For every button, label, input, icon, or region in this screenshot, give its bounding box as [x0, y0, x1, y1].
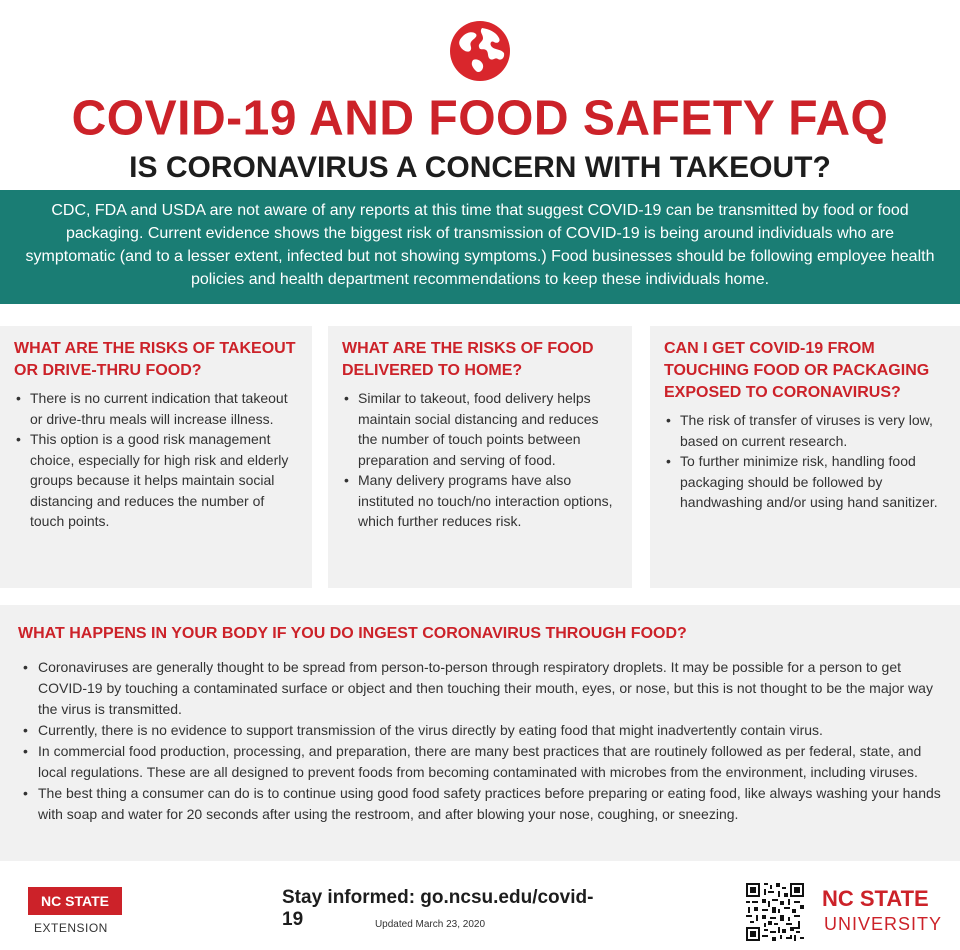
bullet-list — [14, 388, 298, 532]
intro-banner — [0, 190, 960, 304]
bullet-list — [342, 388, 618, 532]
card-heading: CAN I GET COVID-19 FROM TOUCHING FOOD OR PACKAGING EXPOSED TO CORONAVIRUS? — [664, 340, 930, 401]
bullet-list — [664, 410, 946, 513]
page-title: COVID-19 AND FOOD SAFETY FAQ — [71, 91, 889, 146]
faq-card-packaging — [650, 326, 960, 588]
qr-code-icon[interactable] — [746, 883, 804, 941]
footer — [0, 861, 960, 950]
extension-logo-badge: NC STATE — [28, 887, 122, 915]
globe-icon — [449, 20, 511, 82]
page-subtitle: IS CORONAVIRUS A CONCERN WITH TAKEOUT? — [129, 151, 831, 184]
bullet-list — [18, 657, 942, 825]
faq-card-takeout — [0, 326, 312, 588]
card-heading: WHAT ARE THE RISKS OF FOOD DELIVERED TO HOME? — [342, 340, 594, 379]
list-item: • Many delivery programs have also instituted no touch/no interaction options, which further reduces risk. — [342, 470, 618, 532]
list-item: • Similar to takeout, food delivery helps maintain social distancing and reduces the number of touch points between preparation and serving of food. — [342, 388, 618, 470]
faq-body-section — [0, 605, 960, 861]
list-item: • Currently, there is no evidence to support transmission of the virus directly by eating food that might inadvertently contain virus. — [18, 720, 942, 741]
faq-card-delivery — [328, 326, 632, 588]
card-heading: WHAT ARE THE RISKS OF TAKEOUT OR DRIVE-THRU FOOD? — [14, 340, 296, 379]
list-item: • The best thing a consumer can do is to continue using good food safety practices before preparing or eating food, like always washing your hands with soap and water for 20 seconds after using the restroom, and after blowing your nose, coughing, or sneezing. — [18, 783, 942, 825]
university-logo-label: UNIVERSITY — [824, 914, 943, 934]
stay-informed-link[interactable]: Stay informed: go.ncsu.edu/covid-19 — [282, 887, 594, 930]
updated-date: Updated March 23, 2020 — [374, 919, 486, 930]
intro-text: CDC, FDA and USDA are not aware of any reports at this time that suggest COVID-19 can be transmitted by food or food packaging. Current evidence shows the biggest risk of transmission of COVID-19 is being around individuals who are symptomatic (and to a lesser extent, infected but not showing symptoms.) Food businesses should be following employee health policies and health department recommendations to keep these individuals home. — [25, 202, 935, 288]
list-item: • This option is a good risk management choice, especially for high risk and elderly groups because it helps maintain social distancing and reduces the number of touch points. — [14, 429, 298, 532]
section-heading: WHAT HAPPENS IN YOUR BODY IF YOU DO INGEST CORONAVIRUS THROUGH FOOD? — [18, 625, 687, 642]
university-logo-name: NC STATE — [822, 886, 929, 911]
list-item: • The risk of transfer of viruses is very low, based on current research. — [664, 410, 946, 451]
extension-logo-label: EXTENSION — [34, 921, 108, 935]
list-item: • To further minimize risk, handling food packaging should be followed by handwashing and/or using hand sanitizer. — [664, 451, 946, 513]
list-item: • In commercial food production, processing, and preparation, there are many best practices that are routinely followed as per federal, state, and local regulations. These are all designed to prevent foods from becoming contaminated with microbes from the environment, including viruses. — [18, 741, 942, 783]
list-item: • Coronaviruses are generally thought to be spread from person-to-person through respiratory droplets. It may be possible for a person to get COVID-19 by touching a contaminated surface or object and then touching their mouth, eyes, or nose, but this is not thought to be the major way the virus is transmitted. — [18, 657, 942, 720]
list-item: • There is no current indication that takeout or drive-thru meals will increase illness. — [14, 388, 298, 429]
